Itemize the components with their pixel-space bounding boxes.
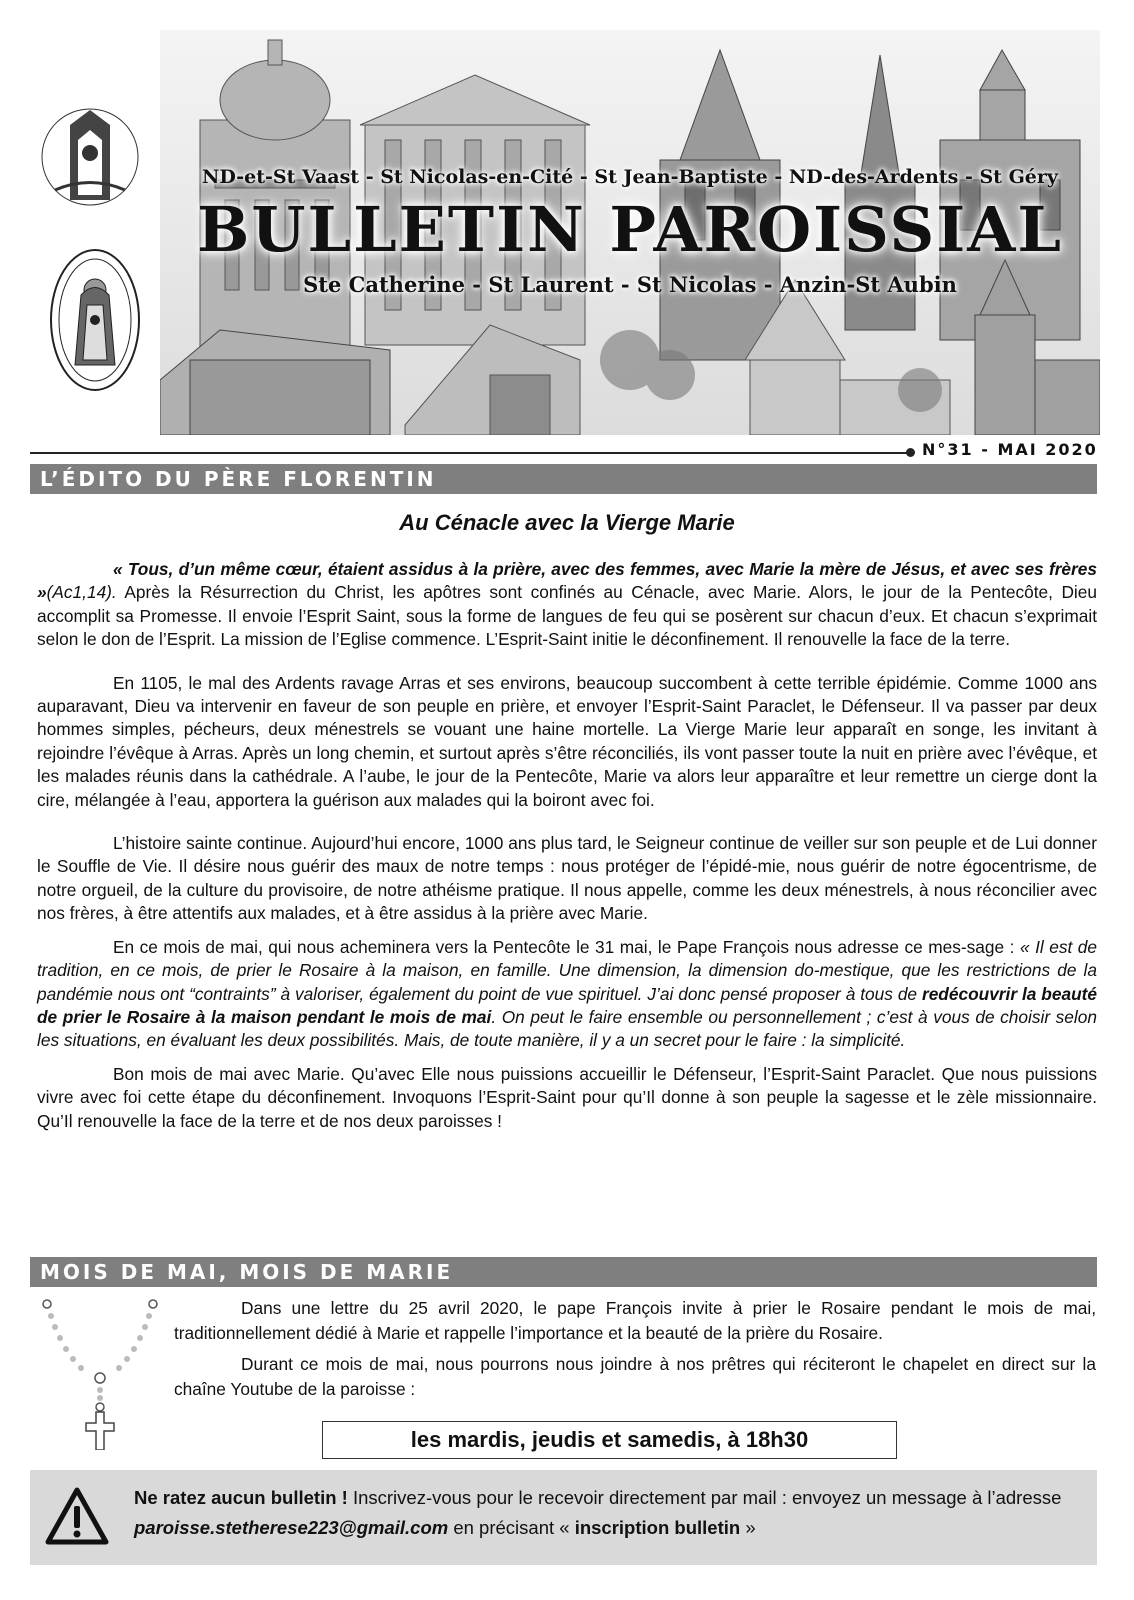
edito-title: Au Cénacle avec la Vierge Marie <box>399 510 735 535</box>
edito-paragraph-4: En ce mois de mai, qui nous acheminera vers la Pentecôte le 31 mai, le Pape François nous adresse ce mes-sage : « Il est de tradition, en ce mois, de prier le Rosaire à la maison, en famille. Une dimension, la dimension do-mestique, que les restrictions de la pandémie nous ont “contraints” à valoriser, également du point de vue spirituel. J’ai donc pensé proposer à tous de redécouvrir la beauté de prier le Rosaire à la maison pendant le mois de mai. On peut le faire ensemble ou personnellement ; c’est à vous de choisir selon les situations, en évaluant les deux possibilités. Mais, de toute manière, il y a un secret pour le faire : la simplicité. <box>37 936 1098 1051</box>
rosary-icon <box>35 1290 165 1450</box>
paroisse-sainte-therese-logo <box>45 245 145 395</box>
parishes-list-bottom: Ste Catherine - St Laurent - St Nicolas - Anzin-St Aubin <box>303 272 957 297</box>
newsletter-lead: Ne ratez aucun bulletin ! <box>134 1487 348 1508</box>
subscription-keyword: inscription bulletin <box>574 1517 741 1538</box>
parishes-list-top: ND-et-St Vaast - St Nicolas-en-Cité - St Jean-Baptiste - ND-des-Ardents - St Géry <box>202 166 1058 188</box>
edito-paragraph-2: En 1105, le mal des Ardents ravage Arras et ses environs, beaucoup succombent à cette terrible épidémie. Comme 1000 ans auparavant, Dieu va intervenir en faveur de son peuple en prière, et envoyer l’Esprit-Saint Paraclet, le Défenseur. Il va passer par deux hommes simples, pécheurs, deux ménestrels se vouant une haine mortelle. La Vierge Marie leur apparaît en songe, les invitant à rejoindre l’évêque à Arras. Après un long chemin, et surtout après s’être réconciliés, ils vont passer toute la nuit en prière avec l’évêque, et les malades réunis dans la cathédrale. A l’aube, le jour de la Pentecôte, Marie va alors leur apparaître et leur remettre un cierge dont la cire, mélangée à l’eau, apportera la guérison aux malades qui la boiront avec foi. <box>37 672 1097 810</box>
edito-paragraph-5: Bon mois de mai avec Marie. Qu’avec Elle nous puissions accueillir le Défenseur, l’Esprit-Saint Paraclet. Que nous puissions vivre avec foi cette étape du déconfinement. Invoquons l’Esprit-Saint pour qu’Il donne à son peuple la sagesse et le zèle missionnaire. Qu’Il renouvelle la face de la terre et de nos deux paroisses ! <box>37 1063 1097 1131</box>
newsletter-signup-text: Ne ratez aucun bulletin ! Inscrivez-vous pour le recevoir directement par mail : envoyez un message à l’adresse paroisse.stetherese223@gmail.com en précisant « inscription bulletin » <box>134 1487 1062 1538</box>
parish-email-link[interactable]: paroisse.stetherese223@gmail.com <box>134 1517 449 1538</box>
masthead <box>0 0 1134 459</box>
edito-body <box>37 558 1097 1153</box>
section-heading-edito: L’ÉDITO DU PÈRE FLORENTIN <box>30 464 1097 494</box>
pope-quote-emphasis: redécouvrir la beauté de prier le Rosaire à la maison pendant le mois de mai <box>37 983 1097 1027</box>
parish-notre-dame-logo <box>30 95 150 225</box>
acts-reference: (Ac1,14). <box>46 582 117 603</box>
mai-paragraph-2: Durant ce mois de mai, nous pourrons nous joindre à nos prêtres qui réciteront le chapelet en direct sur la chaîne Youtube de la paroisse : <box>174 1354 1096 1399</box>
section-heading-mois-de-mai: MOIS DE MAI, MOIS DE MARIE <box>30 1257 1097 1287</box>
issue-divider <box>30 452 910 454</box>
pope-quote: « Il est de tradition, en ce mois, de prier le Rosaire à la maison, en famille. Une dimension, la dimension do-mestique, que les restrictions de la pandémie nous ont “contraints” à valoriser, également du point de vue spirituel. J’ai donc pensé proposer à tous de <box>37 936 1098 1004</box>
newsletter-signup-banner <box>30 1470 1097 1565</box>
edito-paragraph-1: « Tous, d’un même cœur, étaient assidus à la prière, avec des femmes, avec Marie la mère de Jésus, et avec ses frères »(Ac1,14). Après la Résurrection du Christ, les apôtres sont confinés au Cénacle, avec Marie. Alors, le jour de la Pentecôte, Dieu accomplit sa Promesse. Il envoie l’Esprit Saint, sous la forme de langues de feu qui se posèrent sur chacun d’eux. Et chacun s’exprimait selon le don de l’Esprit. La mission de l’Eglise commence. L’Esprit-Saint initie le déconfinement. Il renouvelle la face de la terre. <box>37 559 1097 650</box>
warning-icon <box>44 1486 110 1548</box>
bulletin-title: BULLETIN PAROISSIAL <box>197 193 1063 266</box>
edito-paragraph-3: L’histoire sainte continue. Aujourd’hui encore, 1000 ans plus tard, le Seigneur continue de veiller sur son peuple et de Lui donner le Souffle de Vie. Il désire nous guérir des maux de notre temps : nous protéger de l’épidé-mie, nous guérir de notre égocentrisme, de notre orgueil, de la culture du provisoire, de notre athéisme pratique. Il nous appelle, comme les deux ménestrels, à nous réconcilier avec nos frères, à être attentifs aux malades, et à être assidus à la prière avec Marie. <box>37 833 1097 924</box>
rosary-schedule-box: les mardis, jeudis et samedis, à 18h30 <box>322 1421 897 1459</box>
issue-number: N°31 - MAI 2020 <box>922 440 1098 459</box>
mai-paragraph-1: Dans une lettre du 25 avril 2020, le pape François invite à prier le Rosaire pendant le mois de mai, traditionnellement dédié à Marie et rappelle l’importance et la beauté de la prière du Rosaire. <box>174 1298 1096 1343</box>
issue-bullet <box>906 448 915 457</box>
mois-de-mai-body <box>174 1296 1096 1408</box>
acts-quote: « Tous, d’un même cœur, étaient assidus à la prière, avec des femmes, avec Marie la mère de Jésus, et avec ses frères » <box>37 559 1097 603</box>
